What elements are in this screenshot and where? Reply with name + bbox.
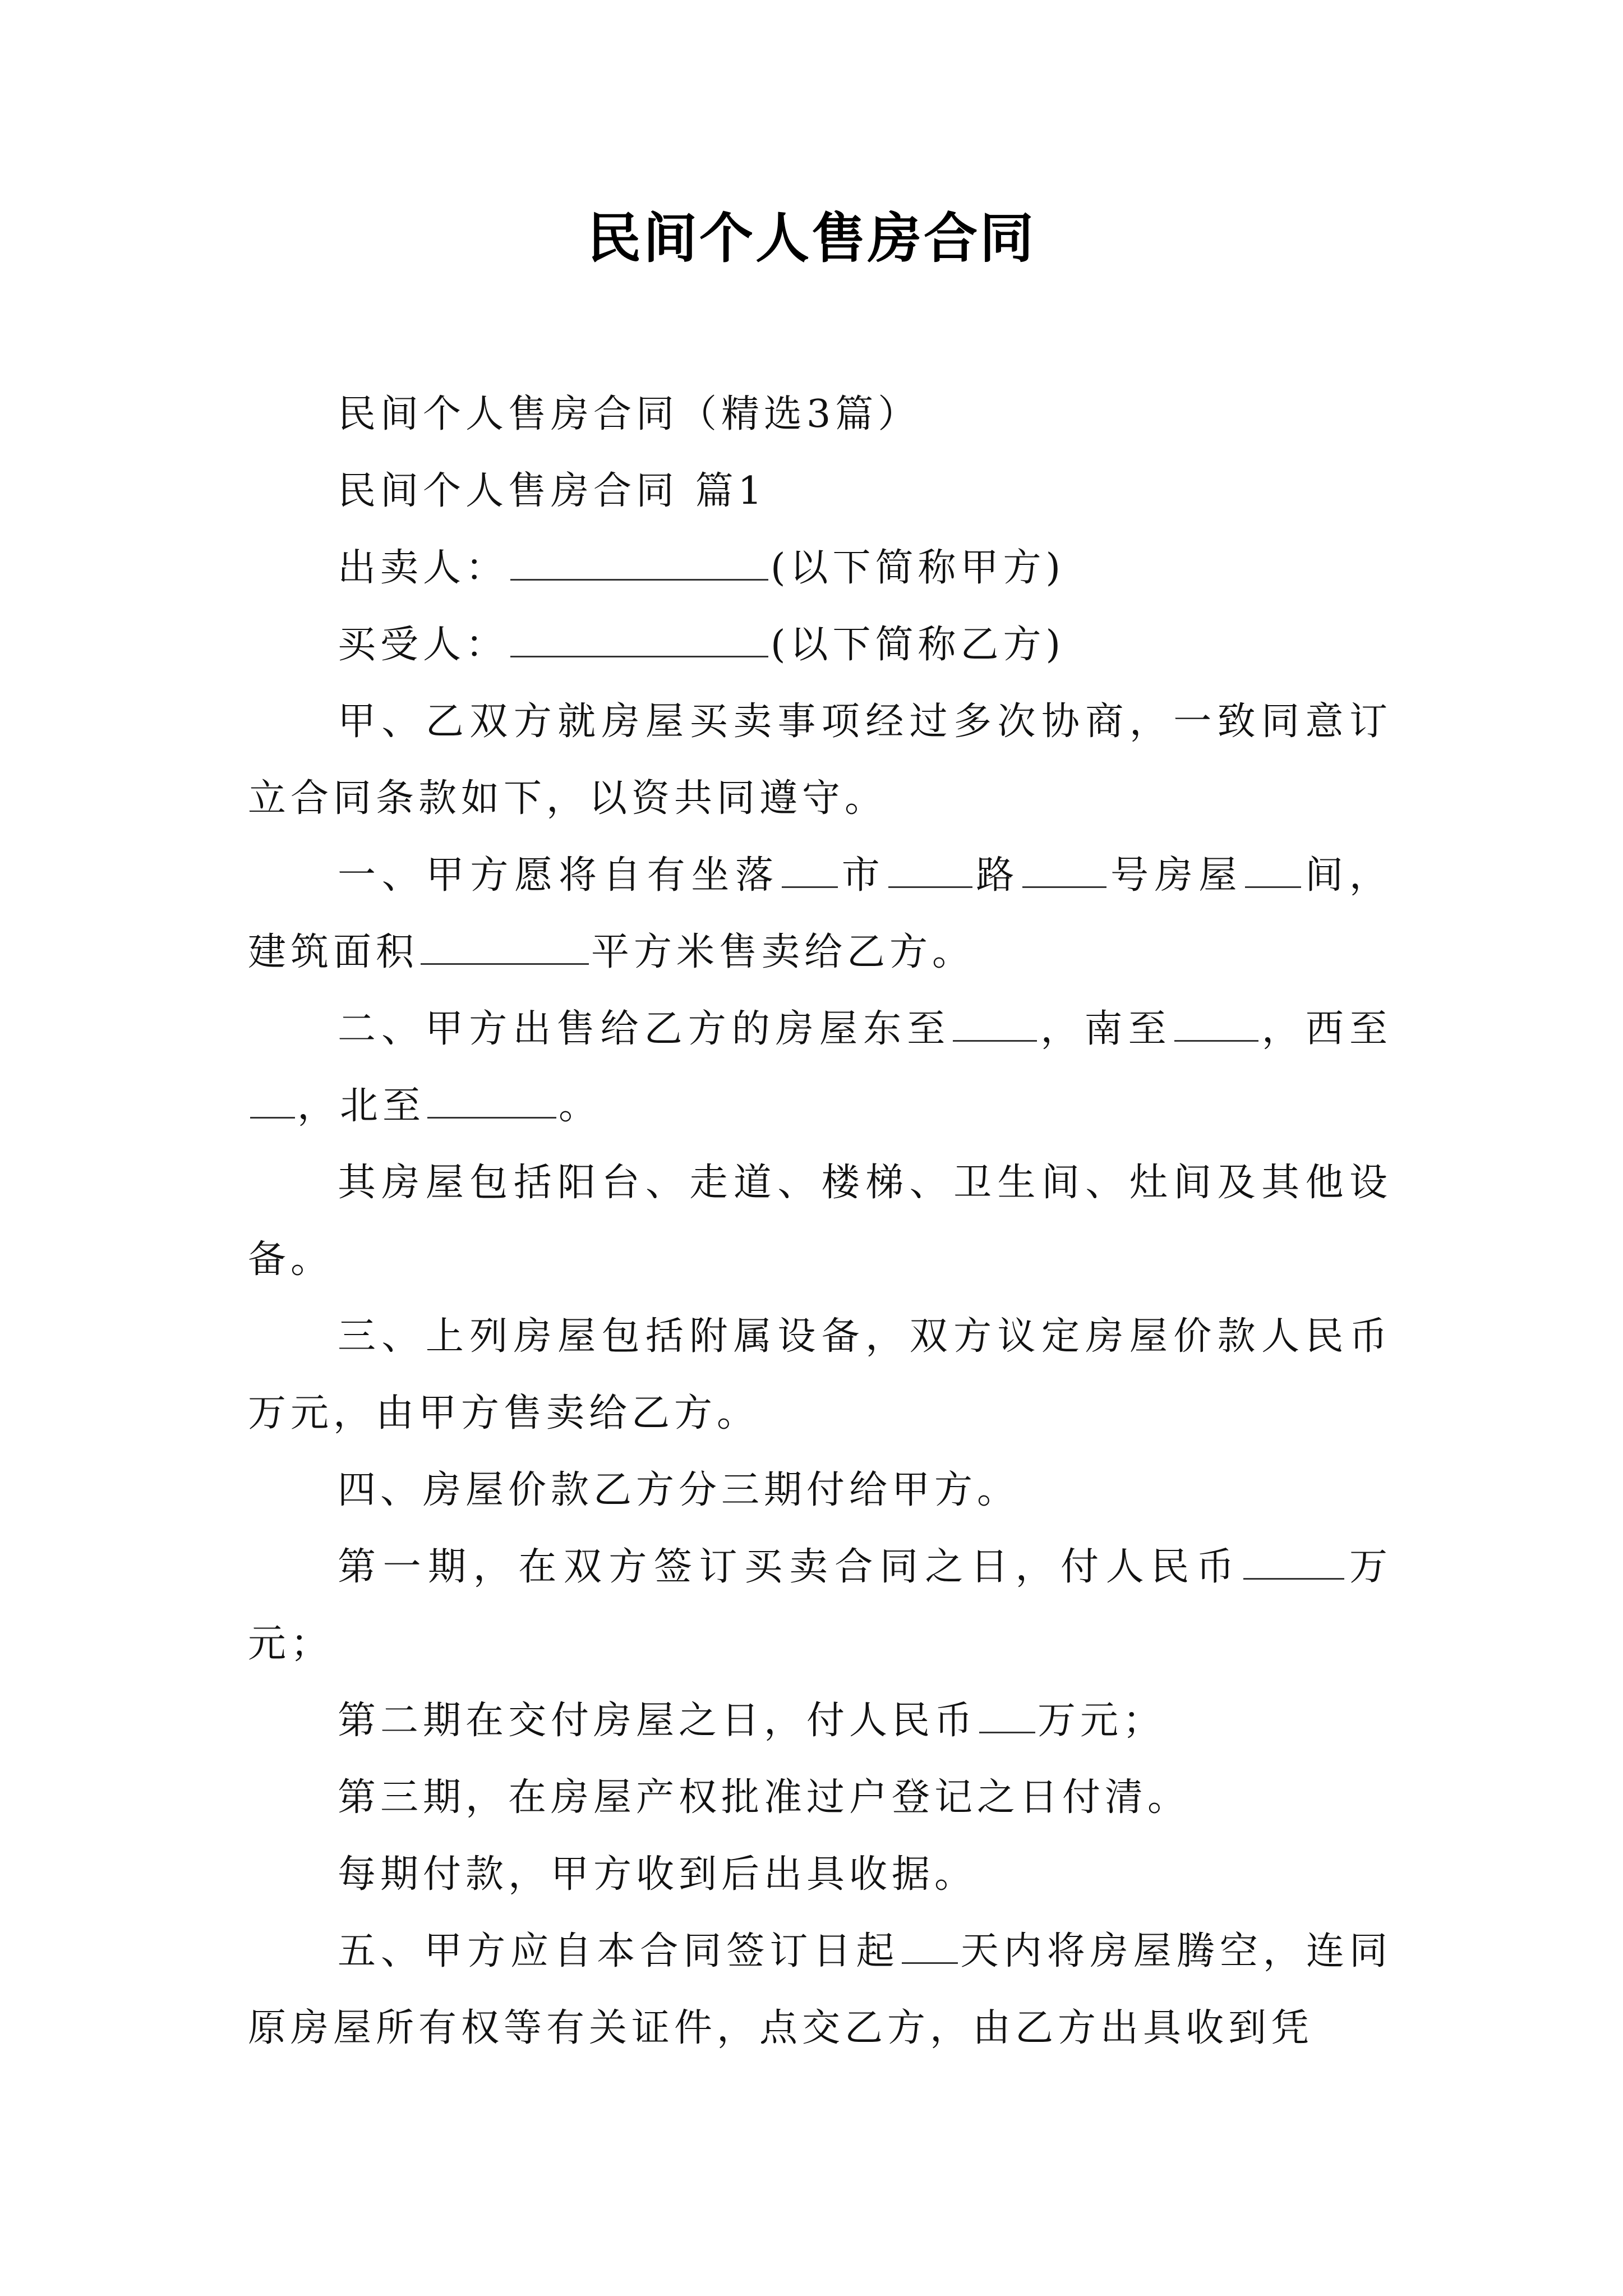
document-body xyxy=(248,376,1392,2067)
seller-suffix: (以下简称甲方) xyxy=(771,546,1066,590)
payment-phase-3: 第三期，在房屋产权批准过户登记之日付清。 xyxy=(338,1775,1191,1820)
clause-1-text: 市 xyxy=(840,853,886,898)
payment-phase-1 xyxy=(248,1529,1392,1682)
clause-2-text: ，西至 xyxy=(1260,1007,1392,1051)
south-blank xyxy=(1174,1007,1258,1042)
clause-5 xyxy=(248,1913,1392,2067)
buyer-label: 买受人： xyxy=(338,623,509,667)
clause-2-text: ，北至 xyxy=(297,1084,426,1128)
number-blank xyxy=(1022,854,1106,888)
area-blank xyxy=(421,931,589,965)
clause-2-text: ，南至 xyxy=(1039,1007,1172,1051)
clause-2-extra: 其房屋包括阳台、走道、楼梯、卫生间、灶间及其他设备。 xyxy=(248,1161,1392,1282)
document-title: 民间个人售房合同 xyxy=(587,207,1036,270)
clause-5-text: 天内将房屋腾空，连同原房屋所有权等有关证件，点交乙方，由乙方出具收到凭 xyxy=(248,1929,1392,2050)
phase-2-amount-blank xyxy=(979,1699,1035,1733)
section-heading: 民间个人售房合同 篇1 xyxy=(338,469,767,513)
subtitle: 民间个人售房合同（精选3篇） xyxy=(338,392,921,436)
north-blank xyxy=(427,1084,556,1119)
intro-paragraph: 甲、乙双方就房屋买卖事项经过多次协商，一致同意订立合同条款如下，以资共同遵守。 xyxy=(248,700,1392,821)
phase-2-text: 第二期在交付房屋之日，付人民币 xyxy=(338,1699,978,1743)
seller-line xyxy=(248,530,1392,606)
clause-1-text: 平方米售卖给乙方。 xyxy=(591,930,975,974)
payment-phase-2 xyxy=(248,1682,1392,1759)
receipt-note: 每期付款，甲方收到后出具收据。 xyxy=(338,1852,978,1897)
clause-2-text: 。 xyxy=(559,1084,602,1128)
seller-label: 出卖人： xyxy=(338,546,509,590)
clause-1-text: 一、甲方愿将自有坐落 xyxy=(338,853,780,898)
buyer-blank xyxy=(510,623,768,657)
clause-5-text: 五、甲方应自本合同签订日起 xyxy=(338,1929,900,1973)
city-blank xyxy=(782,854,838,888)
clause-1-text: 间，建筑面积 xyxy=(248,853,1392,974)
buyer-line xyxy=(248,606,1392,683)
days-blank xyxy=(902,1930,958,1964)
clause-4: 四、房屋价款乙方分三期付给甲方。 xyxy=(338,1468,1020,1512)
rooms-blank xyxy=(1245,854,1301,888)
phase-1-text: 第一期，在双方签订买卖合同之日，付人民币 xyxy=(338,1545,1242,1589)
clause-1-text: 号房屋 xyxy=(1109,853,1243,898)
seller-blank xyxy=(510,546,768,581)
clause-1 xyxy=(248,837,1392,991)
buyer-suffix: (以下简称乙方) xyxy=(771,623,1066,667)
west-blank xyxy=(250,1084,295,1119)
clause-2 xyxy=(248,991,1392,1144)
clause-1-text: 路 xyxy=(974,853,1021,898)
phase-1-amount-blank xyxy=(1243,1545,1344,1580)
east-blank xyxy=(953,1007,1037,1042)
phase-2-text: 万元； xyxy=(1038,1699,1166,1743)
phase-1-text: 万元； xyxy=(248,1545,1392,1666)
clause-3: 三、上列房屋包括附属设备，双方议定房屋价款人民币万元，由甲方售卖给乙方。 xyxy=(248,1314,1392,1435)
clause-2-text: 二、甲方出售给乙方的房屋东至 xyxy=(338,1007,951,1051)
road-blank xyxy=(888,854,972,888)
